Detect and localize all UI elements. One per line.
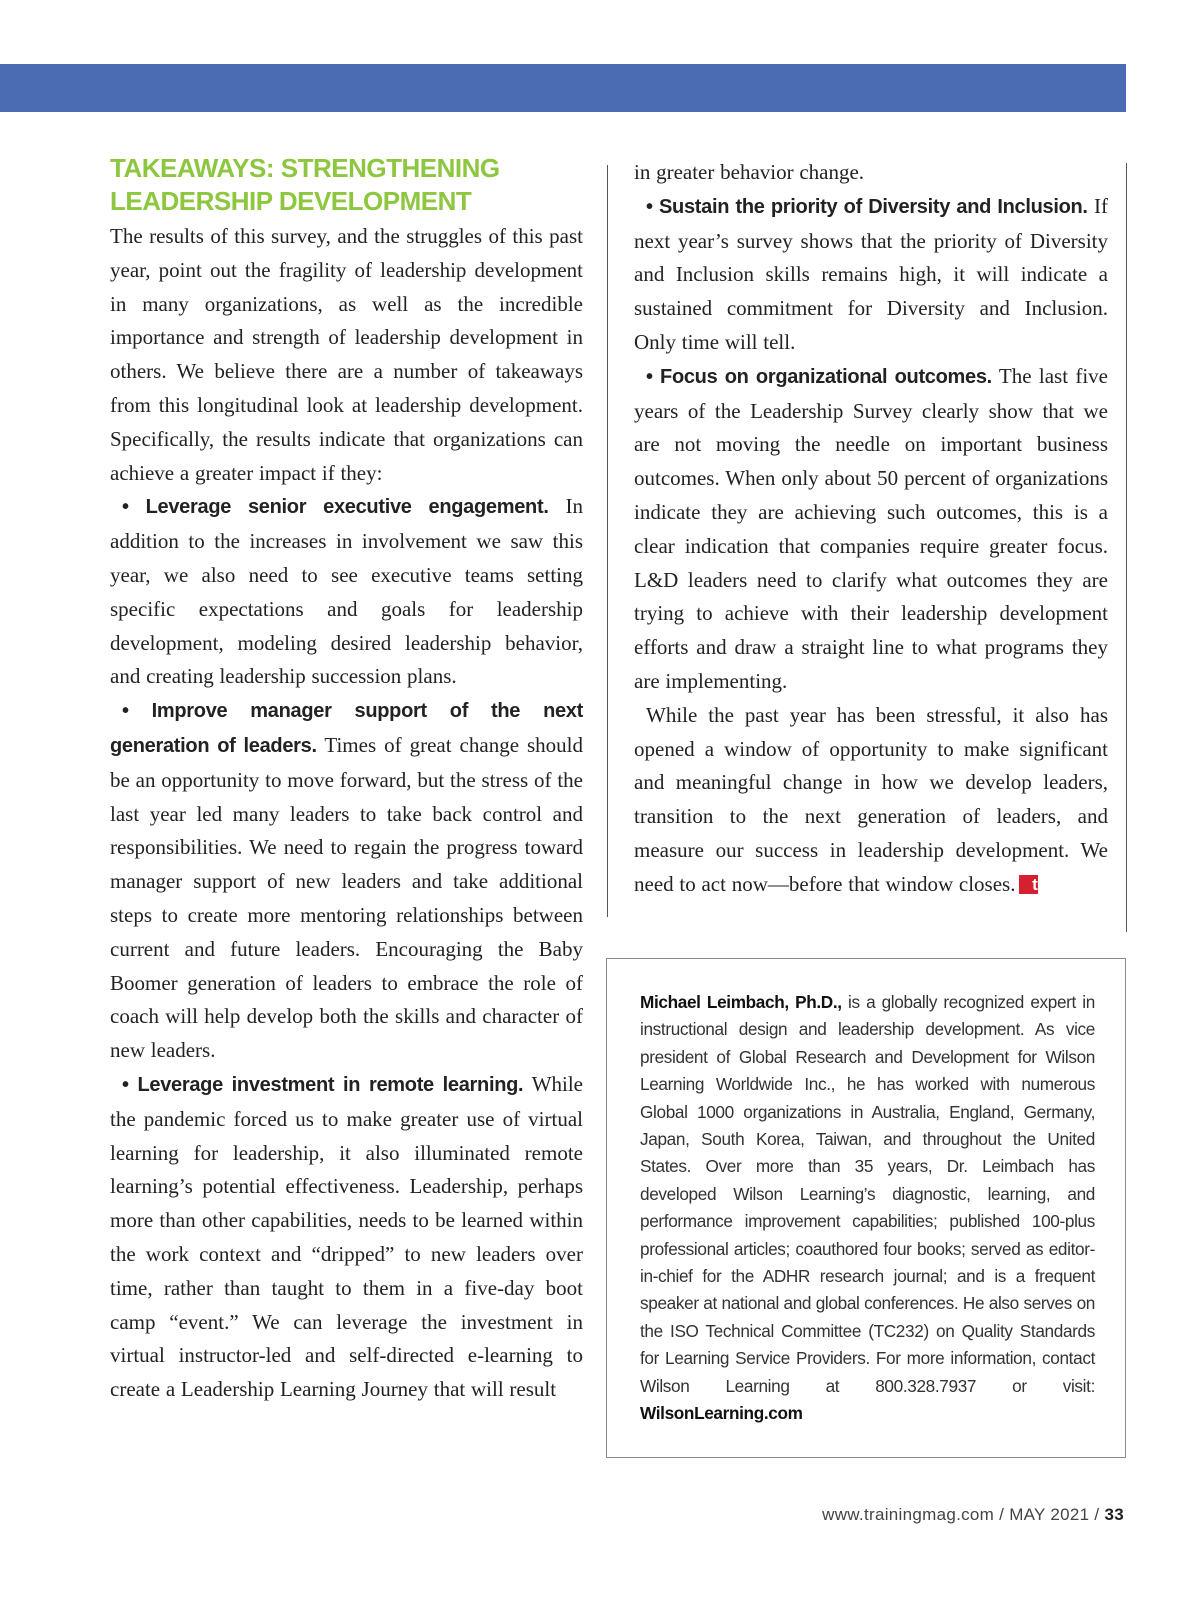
bullet-lead: • Leverage investment in remote learning. xyxy=(122,1073,524,1096)
bullet-lead: • Focus on organizational outcomes. xyxy=(646,365,992,388)
bullet-text: Times of great change should be an opportunity to move forward, but the stress of the last year led many leaders to take back control and responsibilities. We need to regain the progress toward manager support of new leaders and take additional steps to create more mentoring relationships between current and future leaders. Encouraging the Baby Boomer generation of leaders to embrace the role of coach will help develop both the skills and character of new leaders. xyxy=(110,732,584,1063)
takeaway-organizational-outcomes xyxy=(634,360,1108,699)
wilson-learning-link[interactable]: WilsonLearning.com xyxy=(640,1403,803,1424)
bullet-text: In addition to the increases in involvement we saw this year, we also need to see executive teams setting specific expectations and goals for leadership development, modeling desired leadership behavior, and creating leadership succession plans. xyxy=(110,494,583,689)
footer-site-date: www.trainingmag.com / MAY 2021 / xyxy=(822,1505,1100,1524)
bullet-lead: • Improve manager support of the next generation of leaders. xyxy=(110,700,583,757)
bullet-text: While the pandemic forced us to make greater use of virtual learning for leadership, it also illuminated remote learning’s potential effectiveness. Leadership, perhaps more than other capabilities, needs to be learned within the work context and “dripped” to new leaders over time, rather than taught to them in a five-day boot camp “event.” We can leverage the investment in virtual instructor-led and self-directed e-learning to create a Leadership Learning Journey that will result xyxy=(110,1071,583,1402)
closing-paragraph xyxy=(634,699,1108,902)
bullet-lead: • Leverage senior executive engagement. xyxy=(122,496,549,519)
bullet-text: The last five years of the Leadership Survey clearly show that we are not moving the needle on important business outcomes. When only about 50 percent of organizations indicate they are achieving such outcomes, this is a clear indication that companies require greater focus. L&D leaders need to clarify what outcomes they are trying to achieve with their leadership development efforts and draw a straight line to what programs they are implementing. xyxy=(634,363,1108,693)
column-divider-right xyxy=(1126,163,1127,932)
closing-text: While the past year has been stressful, it also has opened a window of opportunity to make significant and meaningful change in how we develop leaders, transition to the next generation of leaders, and measure our success in leadership development. We need to act now—before that window closes. xyxy=(634,702,1108,896)
author-name: Michael Leimbach, Ph.D., xyxy=(640,992,842,1012)
intro-paragraph: The results of this survey, and the struggles of this past year, point out the fragility of leadership development in many organizations, as well as the incredible importance and strength of leadership development in others. We believe there are a number of takeaways from this longitudinal look at leadership development. Specifically, the results indicate that organizations can achieve a greater impact if they: xyxy=(110,224,583,485)
author-bio-box xyxy=(606,958,1126,1458)
takeaway-diversity-inclusion xyxy=(634,190,1108,360)
bullet-lead: • Sustain the priority of Diversity and Inclusion. xyxy=(646,195,1088,218)
training-logo-icon: t xyxy=(1019,875,1038,894)
headline-line-2: LEADERSHIP DEVELOPMENT xyxy=(110,186,472,216)
column-divider-left xyxy=(607,165,608,917)
header-color-band xyxy=(0,64,1126,112)
takeaway-executive-engagement xyxy=(110,490,583,694)
continuation-text: in greater behavior change. xyxy=(634,160,865,184)
takeaway-remote-learning xyxy=(110,1068,583,1407)
page-number: 33 xyxy=(1104,1505,1124,1524)
article-column-left xyxy=(110,152,583,1407)
page-footer xyxy=(822,1505,1124,1525)
headline-line-1: TAKEAWAYS: STRENGTHENING xyxy=(110,153,500,183)
takeaway-manager-support xyxy=(110,694,583,1068)
bullet-text: If next year’s survey shows that the priority of Diversity and Inclusion skills remains high, it will indicate a sustained commitment for Diversity and Inclusion. Only time will tell. xyxy=(634,193,1108,354)
bio-text: is a globally recognized expert in instructional design and leadership development. As vice president of Global Research and Development for Wilson Learning Worldwide Inc., he has worked with numerous Global 1000 organizations in Australia, England, Germany, Japan, South Korea, Taiwan, and throughout the United States. Over more than 35 years, Dr. Leimbach has developed Wilson Learning’s diagnostic, learning, and performance improvement capabilities; published 100-plus professional articles; coauthored four books; served as editor-in-chief for the ADHR research journal; and is a frequent speaker at national and global conferences. He also serves on the ISO Technical Committee (TC232) on Quality Standards for Learning Service Providers. For more information, contact Wilson Learning at 800.328.7937 or visit: xyxy=(640,992,1095,1396)
author-bio xyxy=(640,989,1095,1428)
article-column-right xyxy=(634,156,1108,902)
section-headline xyxy=(110,152,583,218)
